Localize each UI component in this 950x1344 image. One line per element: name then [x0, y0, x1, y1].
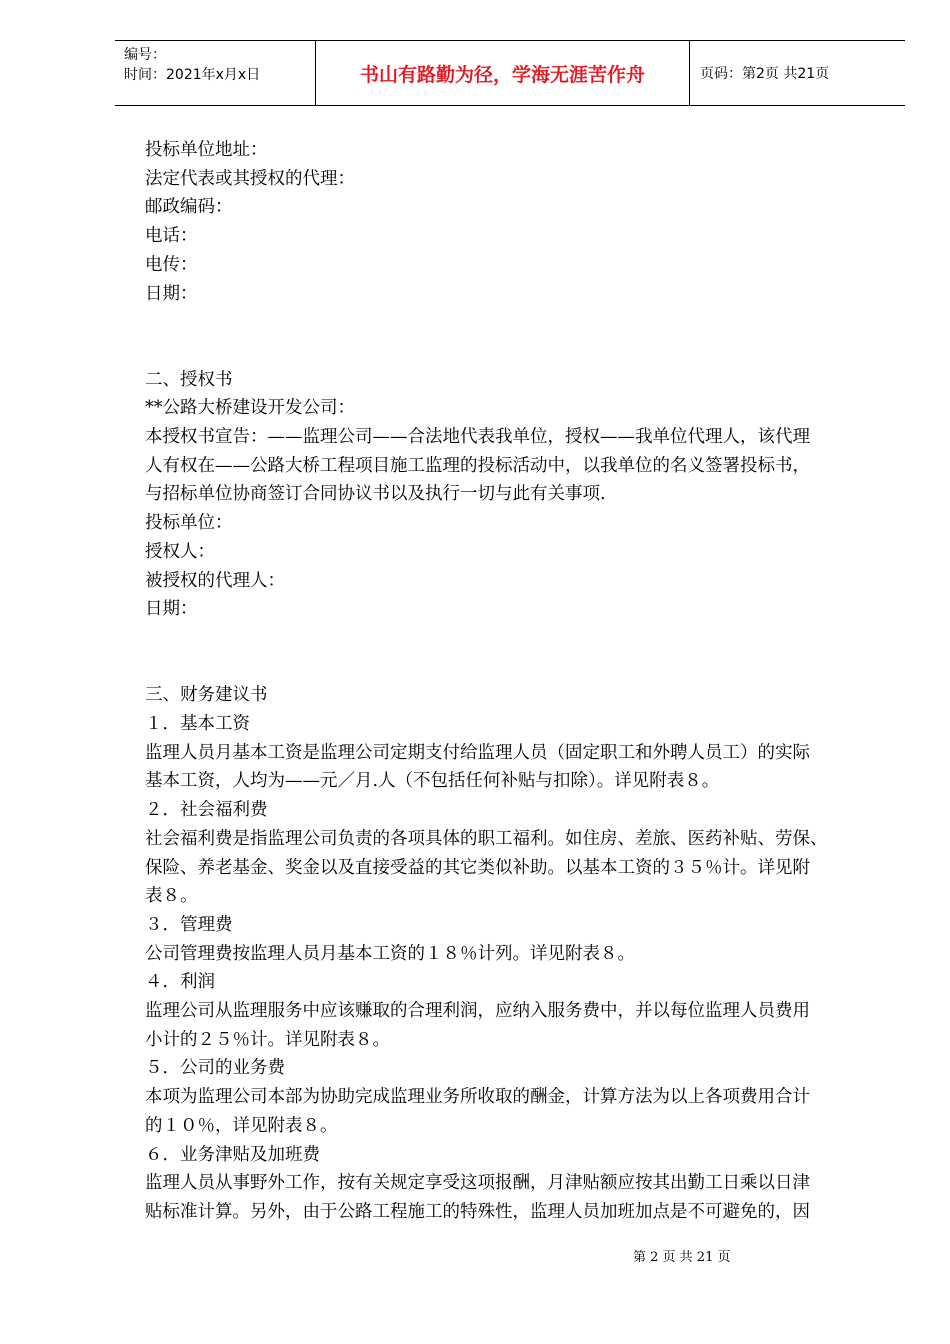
text-line: 社会福利费是指监理公司负责的各项具体的职工福利。如住房、差旅、医药补贴、劳保、 — [145, 828, 828, 849]
text-line: 基本工资，人均为——元／月.人（不包括任何补贴与扣除）。详见附表８。 — [145, 771, 720, 792]
text-line: 投标单位： — [145, 513, 233, 534]
subsection-heading: ２．社会福利费 — [145, 800, 268, 821]
text-line: 的１０％，详见附表８。 — [145, 1115, 338, 1136]
document-number-label: 编号： — [124, 47, 166, 63]
text-line: 监理人员从事野外工作，按有关规定享受这项报酬，月津贴额应按其出勤工日乘以日津 — [145, 1173, 810, 1194]
text-line: 日期： — [145, 283, 198, 304]
document-body — [145, 136, 885, 1227]
text-line: 日期： — [145, 599, 198, 620]
text-line: **公路大桥建设开发公司： — [145, 398, 355, 419]
text-line: 电传： — [145, 254, 198, 275]
text-line: 小计的２５％计。详见附表８。 — [145, 1029, 390, 1050]
section-heading: 三、财务建议书 — [145, 685, 268, 706]
page-header — [115, 40, 905, 106]
subsection-heading: ５．公司的业务费 — [145, 1058, 285, 1079]
page-footer: 第 2 页 共 21 页 — [633, 1250, 731, 1265]
text-line: 公司管理费按监理人员月基本工资的１８％计列。详见附表８。 — [145, 943, 635, 964]
financial-proposal-section — [145, 681, 885, 1226]
text-line: 监理人员月基本工资是监理公司定期支付给监理人员（固定职工和外聘人员工）的实际 — [145, 742, 810, 763]
text-line: 授权人： — [145, 541, 215, 562]
text-line: 表８。 — [145, 886, 198, 907]
section-spacer — [145, 308, 885, 365]
text-line: 监理公司从监理服务中应该赚取的合理利润，应纳入服务费中，并以每位监理人员费用 — [145, 1001, 810, 1022]
subsection-heading: ６．业务津贴及加班费 — [145, 1144, 320, 1165]
header-page-number: 页码：第2页 共21页 — [700, 66, 830, 82]
section-spacer — [145, 624, 885, 681]
text-line: 邮政编码： — [145, 197, 233, 218]
authorization-section — [145, 366, 885, 624]
document-time-label: 时间：2021年x月x日 — [124, 67, 261, 83]
text-line: 与招标单位协商签订合同协议书以及执行一切与此有关事项. — [145, 484, 606, 505]
text-line: 人有权在——公路大桥工程项目施工监理的投标活动中，以我单位的名义签署投标书， — [145, 455, 810, 476]
text-line: 保险、养老基金、奖金以及直接受益的其它类似补助。以基本工资的３５％计。详见附 — [145, 857, 810, 878]
subsection-heading: １．基本工资 — [145, 714, 250, 735]
text-line: 贴标准计算。另外，由于公路工程施工的特殊性，监理人员加班加点是不可避免的，因 — [145, 1201, 810, 1222]
text-line: 投标单位地址： — [145, 140, 268, 160]
text-line: 本授权书宣告：——监理公司——合法地代表我单位，授权——我单位代理人，该代理 — [145, 427, 810, 448]
subsection-heading: ３．管理费 — [145, 914, 233, 935]
text-line: 本项为监理公司本部为协助完成监理业务所收取的酬金，计算方法为以上各项费用合计 — [145, 1087, 810, 1108]
header-info-cell — [115, 41, 316, 105]
header-motto: 书山有路勤为径，学海无涯苦作舟 — [316, 41, 690, 105]
bidder-info-section — [145, 136, 885, 308]
text-line: 电话： — [145, 226, 198, 247]
text-line: 法定代表或其授权的代理： — [145, 168, 355, 189]
section-heading: 二、授权书 — [145, 369, 233, 390]
text-line: 被授权的代理人： — [145, 570, 285, 591]
subsection-heading: ４．利润 — [145, 972, 215, 993]
